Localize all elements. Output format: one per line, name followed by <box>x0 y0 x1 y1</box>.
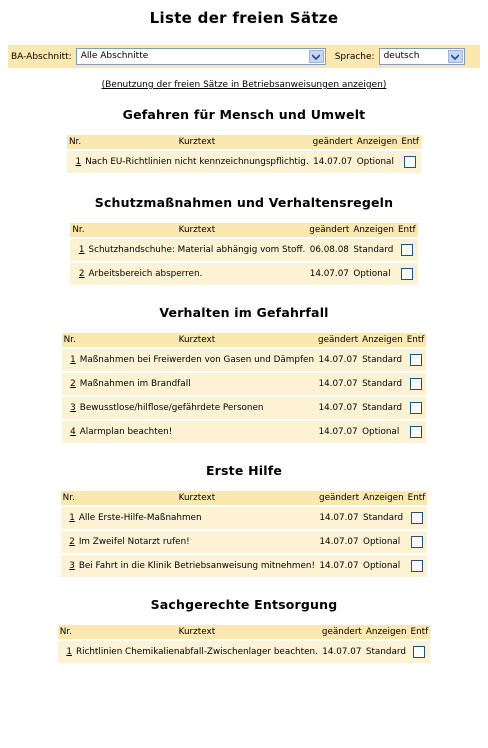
row-anzeigen: Standard <box>360 373 405 395</box>
col-geaendert-header: geändert <box>312 137 353 147</box>
row-nr-cell <box>70 263 86 285</box>
row-anzeigen: Optional <box>361 531 406 553</box>
row-geaendert: 14.07.07 <box>317 507 361 529</box>
row-geaendert: 14.07.07 <box>320 641 364 663</box>
col-geaendert-header: geändert <box>321 627 362 637</box>
table-row <box>61 531 428 553</box>
sentence-table <box>62 331 427 445</box>
row-geaendert: 06.08.08 <box>307 239 351 261</box>
delete-checkbox[interactable] <box>411 560 423 572</box>
row-entf-cell <box>396 239 418 261</box>
usage-link[interactable]: (Benutzung der freien Sätze in Betriebsanweisungen anzeigen) <box>101 80 387 90</box>
table-header-row <box>70 223 417 237</box>
row-anzeigen: Optional <box>360 421 405 443</box>
table-row <box>62 349 427 371</box>
delete-checkbox[interactable] <box>411 536 423 548</box>
col-anzeigen-header: Anzeigen <box>363 493 404 503</box>
section-select-value: Alle Abschnitte <box>80 51 149 61</box>
row-nr-link[interactable]: 2 <box>69 537 75 547</box>
language-filter-label: Sprache: <box>334 51 375 62</box>
delete-checkbox[interactable] <box>401 268 413 280</box>
sentence-table <box>67 133 421 175</box>
table-row <box>70 263 417 285</box>
section-title: Sachgerechte Entsorgung <box>150 597 338 612</box>
delete-checkbox[interactable] <box>411 512 423 524</box>
sentence-table <box>58 623 430 665</box>
table-row <box>70 239 417 261</box>
row-nr-cell <box>61 531 77 553</box>
row-kurztext: Alle Erste-Hilfe-Maßnahmen <box>77 507 317 529</box>
col-anzeigen-header: Anzeigen <box>353 225 394 235</box>
table-header-row <box>61 491 428 505</box>
col-nr-header: Nr. <box>68 137 82 147</box>
table-row <box>62 421 427 443</box>
delete-checkbox[interactable] <box>410 354 422 366</box>
row-kurztext: Maßnahmen bei Freiwerden von Gasen und Dämpfen <box>78 349 316 371</box>
row-nr-cell <box>61 555 77 577</box>
col-nr-header: Nr. <box>63 335 76 345</box>
row-nr-link[interactable]: 4 <box>70 427 76 437</box>
row-anzeigen: Standard <box>360 397 405 419</box>
col-kurztext-header: Kurztext <box>74 625 320 639</box>
row-entf-cell <box>399 151 421 173</box>
col-kurztext-header: Kurztext <box>77 491 317 505</box>
col-kurztext-header: Kurztext <box>87 223 308 237</box>
col-entf-header: Entf <box>397 225 416 235</box>
section-select[interactable] <box>76 48 326 65</box>
section-title: Erste Hilfe <box>205 463 283 478</box>
col-entf-header: Entf <box>406 335 425 345</box>
section-filter-label: BA-Abschnitt: <box>11 51 72 62</box>
section-title: Gefahren für Mensch und Umwelt <box>122 107 366 122</box>
row-nr-cell <box>61 507 77 529</box>
row-geaendert: 14.07.07 <box>307 263 351 285</box>
delete-checkbox[interactable] <box>413 646 425 658</box>
usage-link-line <box>0 80 488 92</box>
delete-checkbox[interactable] <box>410 426 422 438</box>
delete-checkbox[interactable] <box>410 402 422 414</box>
row-nr-cell <box>62 421 78 443</box>
row-nr-link[interactable]: 1 <box>69 513 75 523</box>
table-header-row <box>62 333 427 347</box>
col-kurztext-header: Kurztext <box>83 135 311 149</box>
table-row <box>67 151 421 173</box>
row-geaendert: 14.07.07 <box>316 373 360 395</box>
row-kurztext: Schutzhandschuhe: Material abhängig vom Stoff. <box>87 239 308 261</box>
chevron-down-icon[interactable] <box>448 50 463 63</box>
row-geaendert: 14.07.07 <box>316 349 360 371</box>
row-entf-cell <box>405 349 427 371</box>
row-nr-link[interactable]: 3 <box>70 403 76 413</box>
table-header-row <box>67 135 421 149</box>
col-entf-header: Entf <box>410 627 429 637</box>
col-geaendert-header: geändert <box>318 335 359 345</box>
filter-bar <box>8 45 480 68</box>
row-kurztext: Bei Fahrt in die Klinik Betriebsanweisung mitnehmen! <box>77 555 317 577</box>
row-kurztext: Im Zweifel Notarzt rufen! <box>77 531 317 553</box>
col-nr-header: Nr. <box>62 493 75 503</box>
row-entf-cell <box>396 263 418 285</box>
sentence-table <box>70 221 417 287</box>
table-row <box>58 641 430 663</box>
row-kurztext: Maßnahmen im Brandfall <box>78 373 316 395</box>
row-nr-link[interactable]: 1 <box>70 355 76 365</box>
row-anzeigen: Optional <box>361 555 406 577</box>
row-nr-cell <box>62 397 78 419</box>
row-geaendert: 14.07.07 <box>317 531 361 553</box>
row-anzeigen: Standard <box>351 239 396 261</box>
col-anzeigen-header: Anzeigen <box>356 137 398 147</box>
row-nr-cell <box>58 641 74 663</box>
row-nr-cell <box>67 151 83 173</box>
language-select[interactable] <box>379 48 465 65</box>
row-nr-cell <box>70 239 86 261</box>
row-kurztext: Richtlinien Chemikalienabfall-Zwischenlager beachten. <box>74 641 320 663</box>
table-row <box>61 507 428 529</box>
row-kurztext: Nach EU-Richtlinien nicht kennzeichnungspflichtig. <box>83 151 311 173</box>
row-entf-cell <box>406 531 428 553</box>
row-nr-link[interactable]: 2 <box>70 379 76 389</box>
row-entf-cell <box>406 507 428 529</box>
col-geaendert-header: geändert <box>319 493 360 503</box>
row-anzeigen: Standard <box>360 349 405 371</box>
row-nr-link[interactable]: 1 <box>66 647 72 657</box>
row-anzeigen: Standard <box>361 507 406 529</box>
delete-checkbox[interactable] <box>401 244 413 256</box>
row-nr-link[interactable]: 1 <box>78 245 85 255</box>
col-kurztext-header: Kurztext <box>78 333 316 347</box>
col-anzeigen-header: Anzeigen <box>362 335 403 345</box>
table-row <box>62 397 427 419</box>
delete-checkbox[interactable] <box>410 378 422 390</box>
row-geaendert: 14.07.07 <box>317 555 361 577</box>
row-nr-link[interactable]: 3 <box>69 561 75 571</box>
row-nr-link[interactable]: 2 <box>78 269 85 279</box>
col-entf-header: Entf <box>401 137 420 147</box>
section-title: Schutzmaßnahmen und Verhaltensregeln <box>94 195 394 210</box>
row-kurztext: Alarmplan beachten! <box>78 421 316 443</box>
col-entf-header: Entf <box>407 493 426 503</box>
row-entf-cell <box>406 555 428 577</box>
row-anzeigen: Optional <box>355 151 400 173</box>
table-row <box>62 373 427 395</box>
table-header-row <box>58 625 430 639</box>
col-geaendert-header: geändert <box>309 225 350 235</box>
row-nr-link[interactable]: 1 <box>75 157 82 167</box>
col-anzeigen-header: Anzeigen <box>365 627 407 637</box>
section-title: Verhalten im Gefahrfall <box>159 305 329 320</box>
row-geaendert: 14.07.07 <box>311 151 355 173</box>
table-row <box>61 555 428 577</box>
row-anzeigen: Standard <box>364 641 409 663</box>
language-select-value: deutsch <box>383 51 420 61</box>
page-title: Liste der freien Sätze <box>149 9 339 27</box>
row-anzeigen: Optional <box>351 263 396 285</box>
delete-checkbox[interactable] <box>404 156 416 168</box>
row-geaendert: 14.07.07 <box>316 421 360 443</box>
row-nr-cell <box>62 349 78 371</box>
chevron-down-icon[interactable] <box>309 50 324 63</box>
row-kurztext: Bewusstlose/hilflose/gefährdete Personen <box>78 397 316 419</box>
row-entf-cell <box>405 397 427 419</box>
sections-container <box>0 107 488 665</box>
row-entf-cell <box>409 641 431 663</box>
col-nr-header: Nr. <box>59 627 72 637</box>
row-geaendert: 14.07.07 <box>316 397 360 419</box>
row-entf-cell <box>405 373 427 395</box>
row-entf-cell <box>405 421 427 443</box>
row-kurztext: Arbeitsbereich absperren. <box>87 263 308 285</box>
col-nr-header: Nr. <box>72 225 85 235</box>
sentence-table <box>61 489 428 579</box>
row-nr-cell <box>62 373 78 395</box>
